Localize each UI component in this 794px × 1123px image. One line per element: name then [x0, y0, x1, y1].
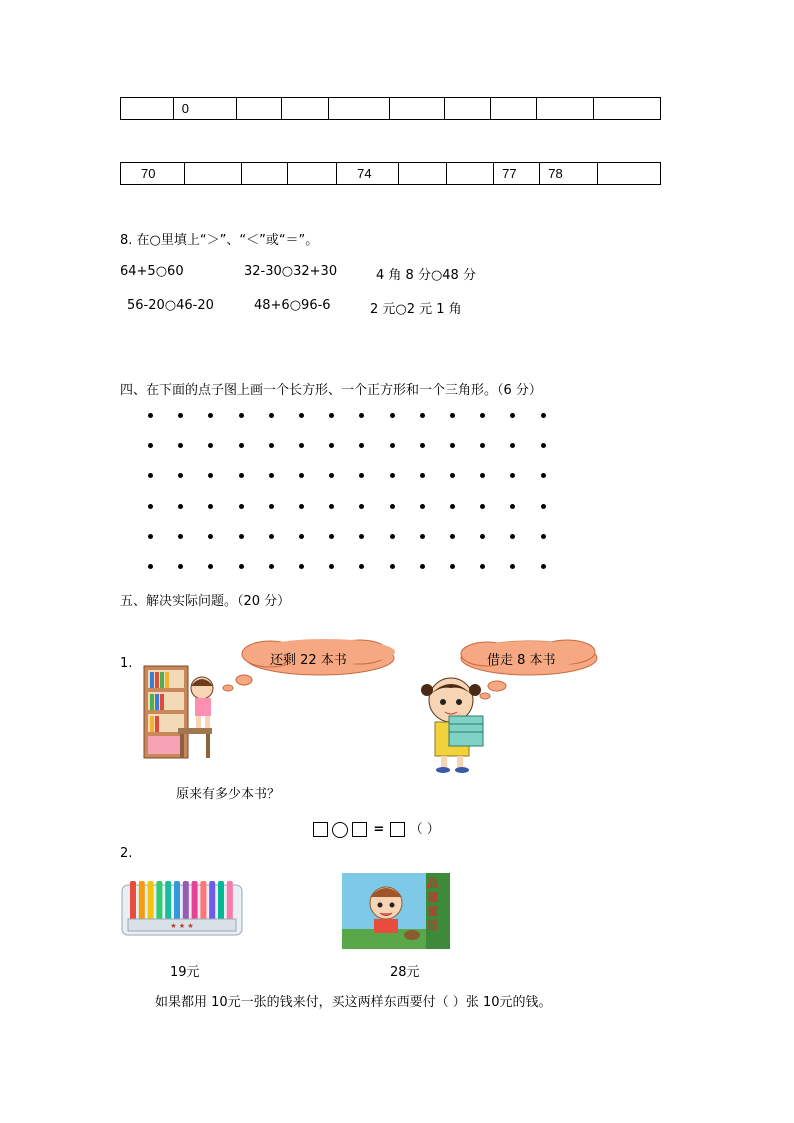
grid-dot[interactable]: [239, 564, 244, 569]
table-cell: [444, 98, 490, 120]
answer-box[interactable]: [352, 822, 367, 837]
grid-dot[interactable]: [420, 473, 425, 478]
grid-dot[interactable]: [390, 504, 395, 509]
operator-circle[interactable]: [332, 822, 348, 838]
grid-dot[interactable]: [269, 443, 274, 448]
number-table-1: [120, 97, 661, 120]
grid-dot[interactable]: [390, 443, 395, 448]
table-cell: 74: [337, 163, 399, 185]
grid-dot[interactable]: [510, 534, 515, 539]
grid-dot[interactable]: [420, 534, 425, 539]
q8-item: 2 元○2 元 1 角: [370, 302, 462, 317]
grid-dot[interactable]: [178, 504, 183, 509]
grid-dot[interactable]: [480, 473, 485, 478]
grid-dot[interactable]: [450, 413, 455, 418]
grid-dot[interactable]: [239, 443, 244, 448]
grid-dot[interactable]: [148, 534, 153, 539]
table-cell: [184, 163, 241, 185]
grid-dot[interactable]: [329, 413, 334, 418]
grid-dot[interactable]: [178, 413, 183, 418]
marker-pen: [130, 881, 136, 921]
q8-item: 64+5○60: [120, 264, 184, 279]
grid-dot[interactable]: [450, 564, 455, 569]
grid-dot[interactable]: [450, 504, 455, 509]
marker-pen: [209, 881, 215, 921]
grid-dot[interactable]: [510, 413, 515, 418]
bubble-right-text: 借走 8 本书: [487, 653, 556, 668]
grid-dot[interactable]: [390, 564, 395, 569]
table-cell: 70: [121, 163, 185, 185]
grid-dot[interactable]: [329, 534, 334, 539]
grid-dot[interactable]: [541, 413, 546, 418]
grid-dot[interactable]: [541, 443, 546, 448]
section4-title: 四、在下面的点子图上画一个长方形、一个正方形和一个三角形。（6 分）: [120, 383, 542, 398]
grid-dot[interactable]: [178, 473, 183, 478]
grid-dot[interactable]: [480, 504, 485, 509]
grid-dot[interactable]: [239, 413, 244, 418]
problem2-question: 如果都用 10元一张的钱来付，买这两样东西要付（ ）张 10元的钱。: [155, 995, 552, 1010]
marker-pen: [174, 881, 180, 921]
problem1-question: 原来有多少本书？: [176, 787, 281, 802]
grid-dot[interactable]: [208, 504, 213, 509]
grid-dot[interactable]: [269, 413, 274, 418]
grid-dot[interactable]: [329, 473, 334, 478]
grid-dot[interactable]: [420, 504, 425, 509]
grid-dot[interactable]: [510, 564, 515, 569]
grid-dot[interactable]: [359, 564, 364, 569]
q8-item: 4 角 8 分○48 分: [376, 268, 476, 283]
grid-dot[interactable]: [299, 564, 304, 569]
grid-dot[interactable]: [269, 564, 274, 569]
price-right: 28元: [390, 965, 420, 980]
table-cell: 77: [494, 163, 540, 185]
marker-pen: [165, 881, 171, 921]
grid-dot[interactable]: [329, 564, 334, 569]
problem1-number: 1.: [120, 656, 133, 671]
grid-dot[interactable]: [329, 443, 334, 448]
grid-dot[interactable]: [359, 534, 364, 539]
grid-dot[interactable]: [329, 504, 334, 509]
grid-dot[interactable]: [541, 534, 546, 539]
grid-dot[interactable]: [178, 443, 183, 448]
table-cell: [490, 98, 537, 120]
grid-dot[interactable]: [390, 534, 395, 539]
grid-dot[interactable]: [359, 504, 364, 509]
grid-dot[interactable]: [299, 443, 304, 448]
grid-dot[interactable]: [390, 413, 395, 418]
marker-pen: [227, 881, 233, 921]
marker-pen: [192, 881, 198, 921]
unit-parentheses[interactable]: （ ）: [409, 822, 440, 837]
problem2-number: 2.: [120, 846, 133, 861]
grid-dot[interactable]: [239, 504, 244, 509]
grid-dot[interactable]: [148, 413, 153, 418]
marker-pen: [183, 881, 189, 921]
grid-dot[interactable]: [420, 564, 425, 569]
grid-dot[interactable]: [420, 413, 425, 418]
q8-item: 56-20○46-20: [127, 298, 214, 313]
grid-dot[interactable]: [480, 534, 485, 539]
grid-dot[interactable]: [359, 413, 364, 418]
markers-set-image: [118, 875, 246, 943]
grid-dot[interactable]: [208, 473, 213, 478]
table-cell: [236, 98, 282, 120]
grid-dot[interactable]: [239, 534, 244, 539]
grid-dot[interactable]: [208, 413, 213, 418]
table-cell: [282, 98, 329, 120]
grid-dot[interactable]: [480, 413, 485, 418]
number-table-2: [120, 162, 661, 185]
grid-dot[interactable]: [480, 443, 485, 448]
grid-dot[interactable]: [450, 534, 455, 539]
table-cell: [329, 98, 390, 120]
price-left: 19元: [170, 965, 200, 980]
grid-dot[interactable]: [269, 473, 274, 478]
grid-dot[interactable]: [269, 504, 274, 509]
girl-with-books-illustration: [405, 672, 497, 774]
table-cell: 78: [540, 163, 598, 185]
grid-dot[interactable]: [148, 564, 153, 569]
grid-dot[interactable]: [420, 443, 425, 448]
answer-box[interactable]: [390, 822, 405, 837]
grid-dot[interactable]: [510, 473, 515, 478]
table-cell: 0: [173, 98, 236, 120]
grid-dot[interactable]: [299, 413, 304, 418]
equals-sign: =: [373, 822, 385, 837]
equation-row: [313, 818, 440, 838]
grid-dot[interactable]: [510, 504, 515, 509]
grid-dot[interactable]: [480, 564, 485, 569]
table-cell: [287, 163, 336, 185]
grid-dot[interactable]: [148, 443, 153, 448]
table-cell: [399, 163, 447, 185]
bubble-left-text: 还剩 22 本书: [270, 653, 347, 668]
book-title-text: 品德童话: [427, 877, 438, 932]
grid-dot[interactable]: [510, 443, 515, 448]
grid-dot[interactable]: [541, 504, 546, 509]
grid-dot[interactable]: [450, 473, 455, 478]
grid-dot[interactable]: [390, 473, 395, 478]
marker-pen: [218, 881, 224, 921]
table-cell: [242, 163, 288, 185]
grid-dot[interactable]: [269, 534, 274, 539]
grid-dot[interactable]: [359, 473, 364, 478]
marker-pen: [148, 881, 154, 921]
table-cell: [597, 163, 660, 185]
grid-dot[interactable]: [208, 564, 213, 569]
table-cell: [121, 98, 174, 120]
q8-title: 8. 在○里填上“＞”、“＜”或“＝”。: [120, 233, 319, 248]
svg-text:★ ★ ★: ★ ★ ★: [170, 922, 194, 930]
section5-title: 五、解决实际问题。（20 分）: [120, 594, 291, 609]
grid-dot[interactable]: [178, 534, 183, 539]
grid-dot[interactable]: [541, 564, 546, 569]
grid-dot[interactable]: [239, 473, 244, 478]
marker-pen: [139, 881, 145, 921]
grid-dot[interactable]: [359, 443, 364, 448]
q8-item: 32-30○32+30: [244, 264, 338, 279]
grid-dot[interactable]: [299, 534, 304, 539]
grid-dot[interactable]: [148, 504, 153, 509]
grid-dot[interactable]: [178, 564, 183, 569]
grid-dot[interactable]: [208, 534, 213, 539]
table-cell: [537, 98, 594, 120]
answer-box[interactable]: [313, 822, 328, 837]
table-cell: [390, 98, 445, 120]
marker-pen: [200, 881, 206, 921]
q8-item: 48+6○96-6: [254, 298, 331, 313]
table-cell: [446, 163, 494, 185]
grid-dot[interactable]: [299, 473, 304, 478]
grid-dot[interactable]: [299, 504, 304, 509]
grid-dot[interactable]: [148, 473, 153, 478]
grid-dot[interactable]: [450, 443, 455, 448]
grid-dot[interactable]: [541, 473, 546, 478]
marker-pen: [156, 881, 162, 921]
grid-dot[interactable]: [208, 443, 213, 448]
table-cell: [594, 98, 661, 120]
